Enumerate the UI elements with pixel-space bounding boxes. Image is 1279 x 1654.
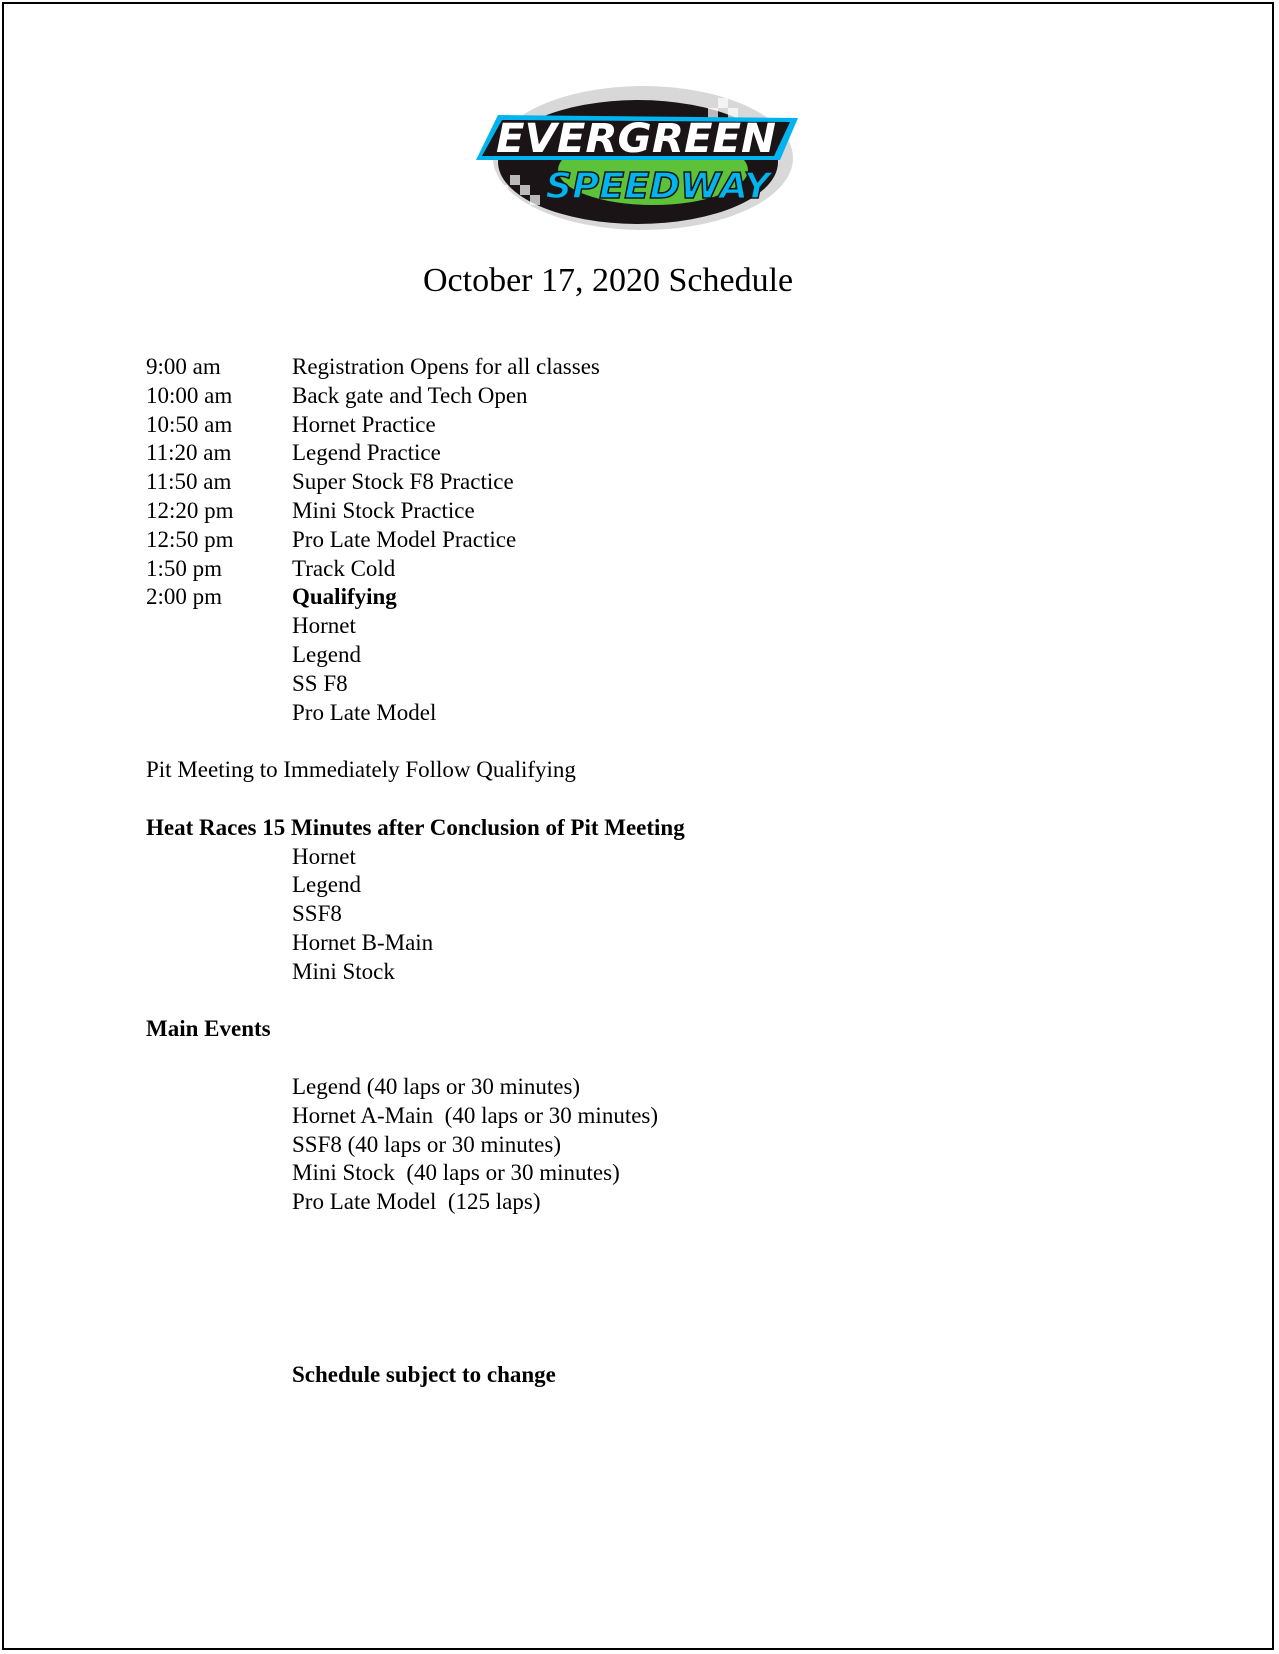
class-name: Legend — [292, 872, 361, 898]
time: 1:50 pm — [146, 555, 223, 581]
class-name: Hornet B-Main — [292, 929, 434, 955]
event: Mini Stock Practice — [292, 497, 475, 523]
event: Track Cold — [292, 555, 396, 581]
class-name: SSF8 — [292, 901, 342, 927]
event-name: Legend (40 laps or 30 minutes) — [292, 1073, 581, 1099]
class-name: Mini Stock — [292, 958, 395, 984]
event: Legend Practice — [292, 440, 441, 466]
class-name: Hornet — [292, 613, 356, 639]
class-name: Pro Late Model — [292, 699, 437, 725]
event-name: Pro Late Model (125 laps) — [292, 1189, 541, 1215]
time: 11:50 am — [146, 469, 232, 495]
page-title: October 17, 2020 Schedule — [423, 262, 794, 299]
pit-meeting-text: Pit Meeting to Immediately Follow Qualifying — [146, 757, 576, 783]
class-name: SS F8 — [292, 670, 348, 696]
event-name: Mini Stock (40 laps or 30 minutes) — [292, 1160, 620, 1186]
event: Pro Late Model Practice — [292, 526, 517, 552]
evergreen-speedway-logo — [458, 80, 820, 236]
event-qualifying: Qualifying — [292, 584, 397, 610]
time: 2:00 pm — [146, 584, 223, 610]
time: 10:50 am — [146, 411, 233, 437]
time: 9:00 am — [146, 354, 221, 379]
svg-text:EVERGREEN: EVERGREEN — [496, 116, 776, 162]
event: Back gate and Tech Open — [292, 382, 528, 408]
svg-text:SPEEDWAY: SPEEDWAY — [545, 166, 775, 207]
event: Registration Opens for all classes — [292, 354, 600, 379]
event: Hornet Practice — [292, 411, 436, 437]
event-name: SSF8 (40 laps or 30 minutes) — [292, 1131, 561, 1157]
class-name: Hornet — [292, 843, 356, 869]
note-text: Schedule subject to change — [292, 1361, 556, 1387]
time: 12:20 pm — [146, 497, 234, 523]
heading: Heat Races 15 Minutes after Conclusion of Pit Meeting — [146, 814, 685, 840]
time: 12:50 pm — [146, 526, 234, 552]
time: 11:20 am — [146, 440, 232, 466]
event: Super Stock F8 Practice — [292, 469, 514, 495]
heading: Main Events — [146, 1016, 271, 1042]
time: 10:00 am — [146, 382, 233, 408]
class-name: Legend — [292, 641, 361, 667]
event-name: Hornet A-Main (40 laps or 30 minutes) — [292, 1102, 659, 1128]
